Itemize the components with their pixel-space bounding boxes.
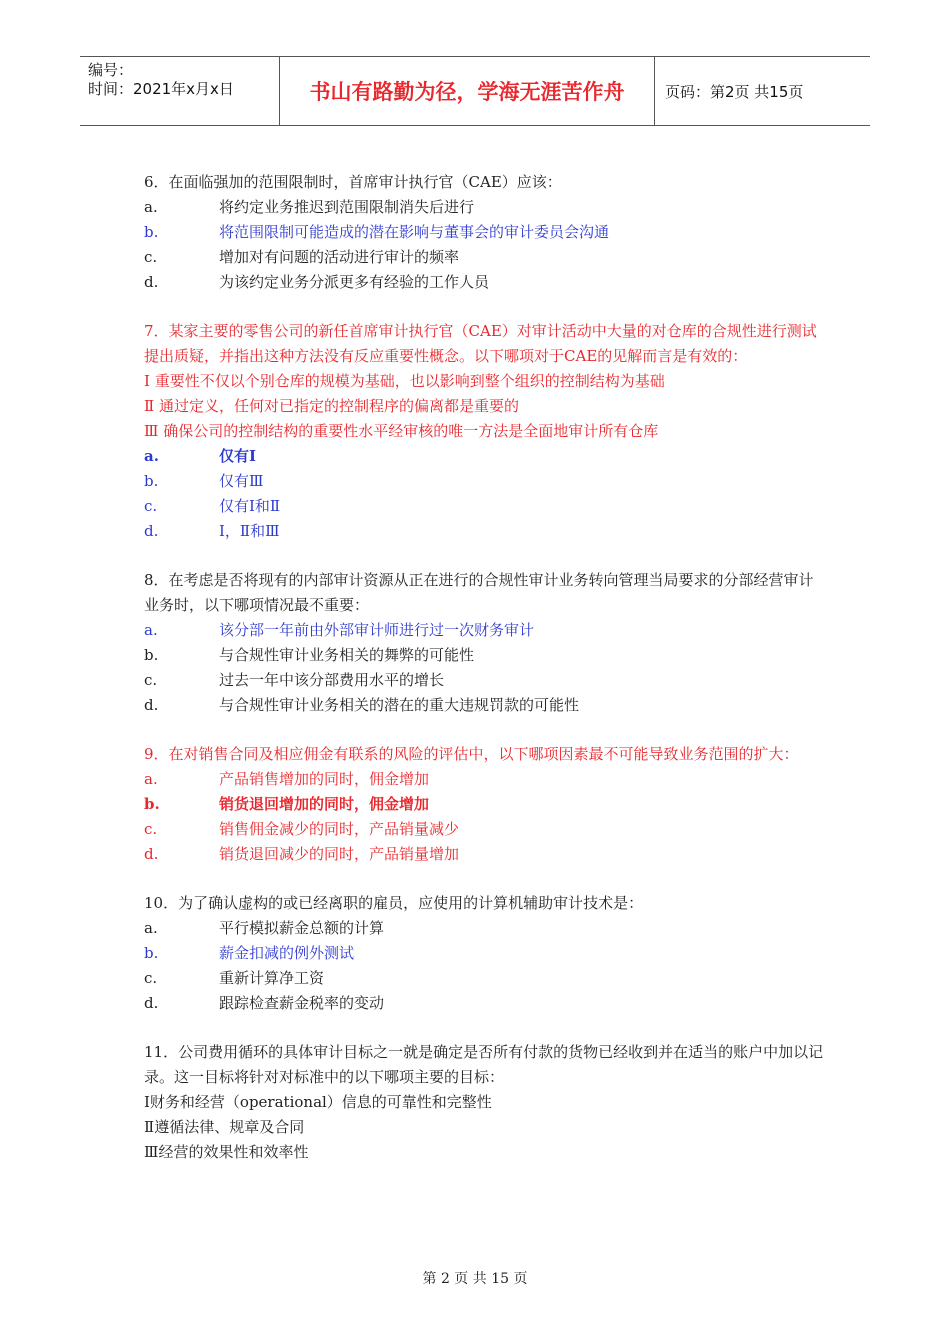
question-6 <box>144 170 824 295</box>
page-header <box>80 56 870 126</box>
question-stem: 10．为了确认虚构的或已经离职的雇员，应使用的计算机辅助审计技术是： <box>144 894 644 912</box>
option-c: c. 增加对有问题的活动进行审计的频率 <box>144 248 460 266</box>
question-9 <box>144 742 824 867</box>
question-stem: 8．在考虑是否将现有的内部审计资源从正在进行的合规性审计业务转向管理当局要求的分部经营审计业务时，以下哪项情况最不重要： <box>144 571 814 614</box>
option-d: d. 跟踪检查薪金税率的变动 <box>144 994 385 1012</box>
question-8 <box>144 568 824 718</box>
option-c: c. 销售佣金减少的同时，产品销量减少 <box>144 820 460 838</box>
statement-1: Ⅰ财务和经营（operational）信息的可靠性和完整性 <box>144 1093 492 1111</box>
header-meta <box>80 57 280 125</box>
option-a-answer: a. 仅有Ⅰ <box>144 447 257 465</box>
option-c: c. 仅有Ⅰ和Ⅱ <box>144 497 281 515</box>
option-a: a. 将约定业务推迟到范围限制消失后进行 <box>144 198 475 216</box>
statement-2: Ⅱ遵循法律、规章及合同 <box>144 1118 305 1136</box>
statement-1: Ⅰ 重要性不仅以个别仓库的规模为基础，也以影响到整个组织的控制结构为基础 <box>144 372 665 390</box>
option-b-answer: b. 将范围限制可能造成的潜在影响与董事会的审计委员会沟通 <box>144 223 610 241</box>
doc-time-label: 时间：2021年x月x日 <box>88 80 234 98</box>
option-a: a. 产品销售增加的同时，佣金增加 <box>144 770 430 788</box>
option-d: d. 销货退回减少的同时，产品销量增加 <box>144 845 460 863</box>
question-7 <box>144 319 824 544</box>
option-a-answer: a. 该分部一年前由外部审计师进行过一次财务审计 <box>144 621 535 639</box>
question-stem: 7．某家主要的零售公司的新任首席审计执行官（CAE）对审计活动中大量的对仓库的合规性进行测试提出质疑，并指出这种方法没有反应重要性概念。以下哪项对于CAE的见解而言是有效的： <box>144 322 817 365</box>
option-b-answer: b. 薪金扣减的例外测试 <box>144 944 355 962</box>
question-stem: 9．在对销售合同及相应佣金有联系的风险的评估中，以下哪项因素最不可能导致业务范围的扩大： <box>144 745 799 763</box>
page-footer: 第 2 页 共 15 页 <box>422 1271 528 1287</box>
option-b: b. 仅有Ⅲ <box>144 472 264 490</box>
header-motto: 书山有路勤为径，学海无涯苦作舟 <box>280 57 655 125</box>
statement-3: Ⅲ 确保公司的控制结构的重要性水平经审核的唯一方法是全面地审计所有仓库 <box>144 422 659 440</box>
statement-3: Ⅲ经营的效果性和效率性 <box>144 1143 309 1161</box>
question-stem: 6．在面临强加的范围限制时，首席审计执行官（CAE）应该： <box>144 173 562 191</box>
option-b: b. 与合规性审计业务相关的舞弊的可能性 <box>144 646 475 664</box>
option-a: a. 平行模拟薪金总额的计算 <box>144 919 385 937</box>
option-d: d. 与合规性审计业务相关的潜在的重大违规罚款的可能性 <box>144 696 580 714</box>
document-body <box>144 170 824 1189</box>
header-page-info: 页码：第2页 共15页 <box>665 82 804 101</box>
option-d: d. 为该约定业务分派更多有经验的工作人员 <box>144 273 490 291</box>
statement-2: Ⅱ 通过定义，任何对已指定的控制程序的偏离都是重要的 <box>144 397 519 415</box>
question-stem: 11．公司费用循环的具体审计目标之一就是确定是否所有付款的货物已经收到并在适当的账户中加以记录。这一目标将针对对标准中的以下哪项主要的目标： <box>144 1043 824 1086</box>
option-b-answer: b. 销货退回增加的同时，佣金增加 <box>144 795 430 813</box>
question-11 <box>144 1040 824 1165</box>
doc-number-label: 编号： <box>88 61 134 79</box>
option-d: d. Ⅰ，Ⅱ和Ⅲ <box>144 522 280 540</box>
option-c: c. 重新计算净工资 <box>144 969 325 987</box>
option-c: c. 过去一年中该分部费用水平的增长 <box>144 671 445 689</box>
question-10 <box>144 891 824 1016</box>
